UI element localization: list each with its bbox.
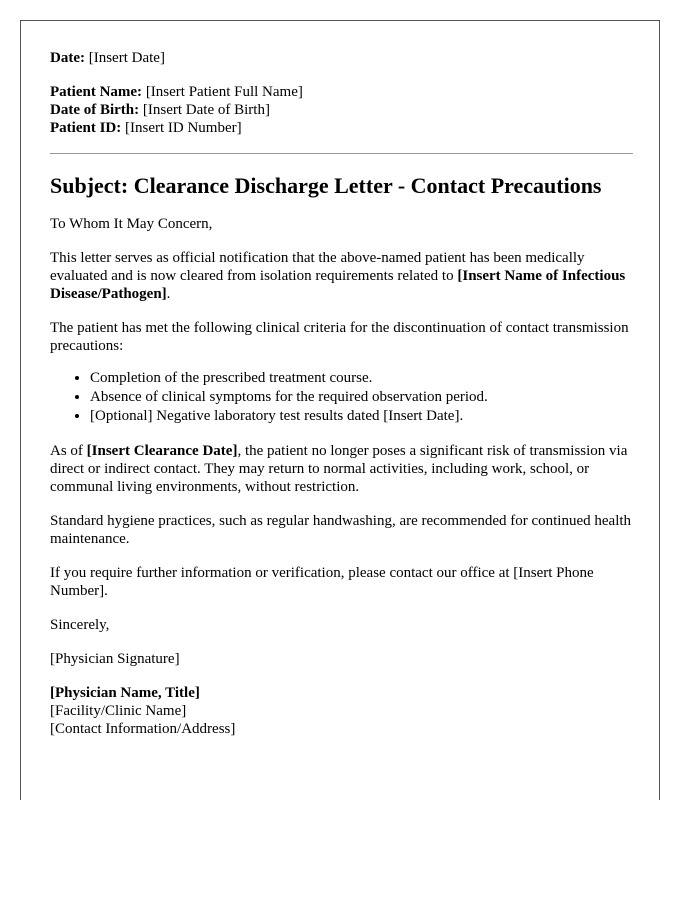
paragraph-clearance-date-text: , the patient no longer poses a significant risk of transmission via direct or indirect contact. They may return to normal activities, including work, school, or communal living environments, without restriction. xyxy=(50,443,628,495)
date-value: [Insert Date] xyxy=(88,50,165,66)
criteria-list xyxy=(50,369,635,426)
clearance-date-placeholder: [Insert Clearance Date] xyxy=(86,443,238,459)
letter-page xyxy=(20,20,660,800)
patient-id-value: [Insert ID Number] xyxy=(125,120,242,136)
paragraph-criteria-intro: The patient has met the following clinical criteria for the discontinuation of contact transmission precautions: xyxy=(50,320,629,354)
list-item: • Absence of clinical symptoms for the required observation period. xyxy=(90,388,635,407)
date-line xyxy=(50,49,635,67)
physician-name: [Physician Name, Title] xyxy=(50,685,200,701)
paragraph-clearance-date-start: As of xyxy=(50,443,87,459)
patient-name-value: [Insert Patient Full Name] xyxy=(145,84,303,100)
dob-value: [Insert Date of Birth] xyxy=(142,102,270,118)
closing: Sincerely, xyxy=(50,617,110,633)
signature-block xyxy=(50,684,635,738)
dob-line xyxy=(50,101,635,119)
contact-info: [Contact Information/Address] xyxy=(50,721,236,737)
date-label: Date: xyxy=(50,50,85,66)
patient-id-label: Patient ID: xyxy=(50,120,122,136)
paragraph-clearance xyxy=(50,249,635,303)
signature-placeholder: [Physician Signature] xyxy=(50,651,180,667)
dob-label: Date of Birth: xyxy=(50,102,140,118)
pathogen-placeholder: [Insert Name of Infectious Disease/Pathogen] xyxy=(50,268,626,302)
subject-heading: Subject: Clearance Discharge Letter - Contact Precautions xyxy=(50,173,602,198)
patient-id-line xyxy=(50,119,635,137)
patient-name-line xyxy=(50,83,635,101)
paragraph-clearance-date xyxy=(50,442,635,496)
paragraph-clearance-end: . xyxy=(166,286,171,302)
list-item: • Completion of the prescribed treatment course. xyxy=(90,369,635,388)
letter-content xyxy=(50,49,635,738)
list-item: • [Optional] Negative laboratory test results dated [Insert Date]. xyxy=(90,407,635,426)
header-divider xyxy=(50,153,633,154)
paragraph-contact: If you require further information or verification, please contact our office at [Insert Phone Number]. xyxy=(50,565,594,599)
salutation: To Whom It May Concern, xyxy=(50,216,213,232)
patient-name-label: Patient Name: xyxy=(50,84,143,100)
facility-name: [Facility/Clinic Name] xyxy=(50,703,187,719)
paragraph-hygiene: Standard hygiene practices, such as regular handwashing, are recommended for continued health maintenance. xyxy=(50,513,632,547)
paragraph-clearance-text: This letter serves as official notification that the above-named patient has been medically evaluated and is now cleared from isolation requirements related to xyxy=(50,250,585,284)
